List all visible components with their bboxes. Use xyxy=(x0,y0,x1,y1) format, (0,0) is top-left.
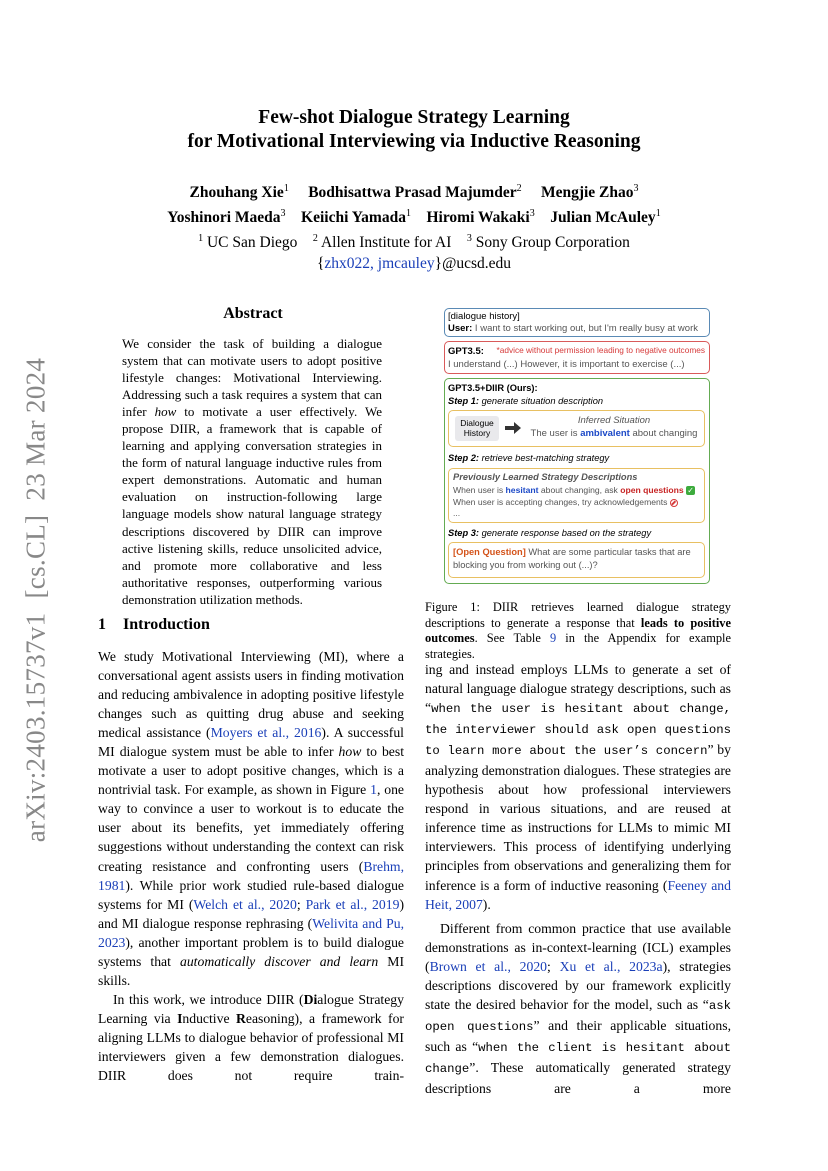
author-name: Hiromi Wakaki xyxy=(426,209,530,227)
strategy-2: When user is accepting changes, try acknowledgements xyxy=(453,496,700,508)
figure-caption: Figure 1: DIIR retrieves learned dialogue strategy descriptions to generate a response that leads to positive outcomes. See Table 9 in the Appendix for example strategies. xyxy=(425,600,732,661)
citation-link[interactable]: Welivita and Pu, 2023 xyxy=(98,915,404,950)
step-1: Step 1: generate situation description xyxy=(448,396,604,406)
diir-box xyxy=(444,378,710,584)
email-brace-open: { xyxy=(316,255,325,273)
author-affil: 1 xyxy=(655,208,661,220)
inferred-situation: Inferred Situation The user is ambivalent about changing xyxy=(530,415,698,439)
email xyxy=(0,253,828,274)
title-line-2: for Motivational Interviewing via Inductive Reasoning xyxy=(187,131,641,152)
author-affil: 3 xyxy=(633,183,639,194)
citation-link[interactable]: Xu et al., 2023a xyxy=(559,958,663,974)
intro-paragraph-4: Different from common practice that use available demonstrations as in-context-learning (ICL) examples (Brown et al., 2020; Xu et al., 2023a), strategies descriptions discovered by our framework explicitly state the desired behavior for the model, such as “ask open questions” and their applicable situations, such as “when the client is hesitant about change”. These automatically generated strategy descriptions are a more xyxy=(425,920,731,1096)
author-name: Keiichi Yamada xyxy=(301,209,406,227)
diir-label: GPT3.5+DIIR (Ours): xyxy=(448,383,538,393)
intro-left-column xyxy=(98,647,404,1085)
author-affil: 3 xyxy=(529,208,535,220)
dialogue-history-chip: Dialogue History xyxy=(455,416,499,441)
user-turn: User: I want to start working out, but I'm really busy at work xyxy=(448,323,698,334)
email-link[interactable]: zhx022, jmcauley xyxy=(324,255,435,273)
section-heading xyxy=(98,616,210,634)
response-text: What are some particular tasks that are blocking you from working out (...)? xyxy=(453,547,691,570)
gpt-baseline-box xyxy=(444,341,710,374)
gpt-header: GPT3.5: *advice without permission leading to negative outcomes xyxy=(448,345,705,357)
prohibited-icon xyxy=(670,499,678,507)
citation-link[interactable]: Welch et al., 2020 xyxy=(193,896,297,912)
author-affil: 1 xyxy=(283,183,289,194)
inferred-situation-box xyxy=(448,410,705,447)
strategy-ellipsis: ... xyxy=(453,508,461,518)
citation-link[interactable]: Moyers et al., 2016 xyxy=(210,725,322,741)
gpt-reply: I understand (...) However, it is important to exercise (...) xyxy=(448,359,685,370)
author-name: Zhouhang Xie xyxy=(189,184,284,202)
affil-num: 2 xyxy=(312,233,318,245)
figure-ref-link[interactable]: 1 xyxy=(370,782,377,798)
strategy-title: Previously Learned Strategy Descriptions xyxy=(453,472,638,482)
intro-paragraph-3: ing and instead employs LLMs to generate a set of natural language dialogue strategy descriptions, such as “when the user is hesitant about change, the interviewer should ask open questions to learn more about the user’s concern” by analyzing demonstration dialogues. These strategies are hypothesis about how professional interviewers respond in various situations, and are reused at inference time as instructions for LLMs to mimic MI interviewers. This process of identifying underlying principles from observations and generalizing them for inference is a form of inductive reasoning (Feeney and Heit, 2007). xyxy=(425,662,731,912)
abstract-text: We consider the task of building a dialogue system that can motivate users to adopt positive lifestyle changes: Motivational Interviewing. Addressing such a task requires a system that can infer xyxy=(122,336,382,420)
checkmark-icon: ✓ xyxy=(687,486,694,496)
intro-right-column xyxy=(425,660,731,1098)
author-name: Mengjie Zhao xyxy=(540,184,634,202)
dialogue-history-box xyxy=(444,308,710,337)
step-3: Step 3: generate response based on the strategy xyxy=(448,528,652,538)
abstract-text: to motivate a user effectively. We propose DIIR, a framework that is capable of learning and applying conversation strategies in the form of natural language inductive rules from expert demonstrations. Automatic and human evaluation on instruction-following large language models show natural language strategy descriptions discovered by DIIR can improve active listening skills, reduce unsolicited advice, and promote more collaborative and less authoritative responses, outperforming various demonstration utilization methods. xyxy=(122,404,382,607)
abstract-heading: Abstract xyxy=(223,305,283,322)
abstract-body xyxy=(122,335,382,608)
intro-paragraph-2: In this work, we introduce DIIR (Dialogue Strategy Learning via Inductive Reasoning), a framework for aligning LLMs to dialogue behavior of professional MI interviewers given a few demonstration dialogues. DIIR does not require train- xyxy=(98,991,404,1084)
history-tag: [dialogue history] xyxy=(448,311,520,322)
section-number: 1 xyxy=(98,616,106,633)
author-affil: 3 xyxy=(280,208,286,220)
citation-link[interactable]: Feeney and Heit, 2007 xyxy=(425,877,731,912)
citation-link[interactable]: Park et al., 2019 xyxy=(305,896,400,912)
affiliation: Allen Institute for AI xyxy=(320,234,452,252)
citation-link[interactable]: Brehm, 1981 xyxy=(98,858,404,893)
response-tag: [Open Question] xyxy=(453,547,526,557)
strategy-1: When user is hesitant about changing, ask open questions ✓ xyxy=(453,485,694,496)
affil-num: 3 xyxy=(466,233,472,245)
affil-num: 1 xyxy=(198,233,204,245)
author-block xyxy=(0,178,828,274)
author-name: Yoshinori Maeda xyxy=(167,209,281,227)
gpt-warning: *advice without permission leading to negative outcomes xyxy=(496,345,705,355)
author-name: Bodhisattwa Prasad Majumder xyxy=(308,184,517,202)
paper-title xyxy=(0,106,828,154)
author-affil: 1 xyxy=(405,208,411,220)
arrow-right-icon xyxy=(504,421,522,435)
abstract-emphasis: how xyxy=(154,404,177,420)
table-ref-link[interactable]: 9 xyxy=(549,631,557,645)
email-domain: }@ucsd.edu xyxy=(434,255,512,273)
title-line-1: Few-shot Dialogue Strategy Learning xyxy=(258,107,570,128)
citation-link[interactable]: Brown et al., 2020 xyxy=(429,958,548,974)
author-row-1 xyxy=(0,178,828,203)
affiliation: UC San Diego xyxy=(206,234,298,252)
arxiv-stamp-wrap xyxy=(14,350,58,850)
author-row-2 xyxy=(0,203,828,228)
affiliation: Sony Group Corporation xyxy=(475,234,630,252)
author-affil: 2 xyxy=(516,183,522,194)
response-box xyxy=(448,542,705,578)
section-title: Introduction xyxy=(123,616,210,633)
step-2: Step 2: retrieve best-matching strategy xyxy=(448,453,610,463)
arxiv-stamp: arXiv:2403.15737v1 [cs.CL] 23 Mar 2024 xyxy=(20,357,51,843)
intro-paragraph-1: We study Motivational Interviewing (MI), where a conversational agent assists users in finding motivation and reducing ambivalence in adopting positive lifestyle changes such as quitting drug abuse and seeking medical assistance (Moyers et al., 2016). A successful MI dialogue system must be able to infer how to best motivate a user to adopt positive changes, which is a nontrivial task. For example, as shown in Figure 1, one way to convince a user to workout is to educate the user about its benefits, yet immediately offering suggestions without understanding the context can risk creating resistance and confronting users (Brehm, 1981). While prior work studied rule-based dialogue systems for MI (Welch et al., 2020; Park et al., 2019) and MI dialogue response rephrasing (Welivita and Pu, 2023), another important problem is to build dialogue systems that automatically discover and learn MI skills. xyxy=(98,649,405,988)
author-name: Julian McAuley xyxy=(550,209,656,227)
affiliations xyxy=(0,228,828,253)
strategy-box xyxy=(448,468,705,523)
